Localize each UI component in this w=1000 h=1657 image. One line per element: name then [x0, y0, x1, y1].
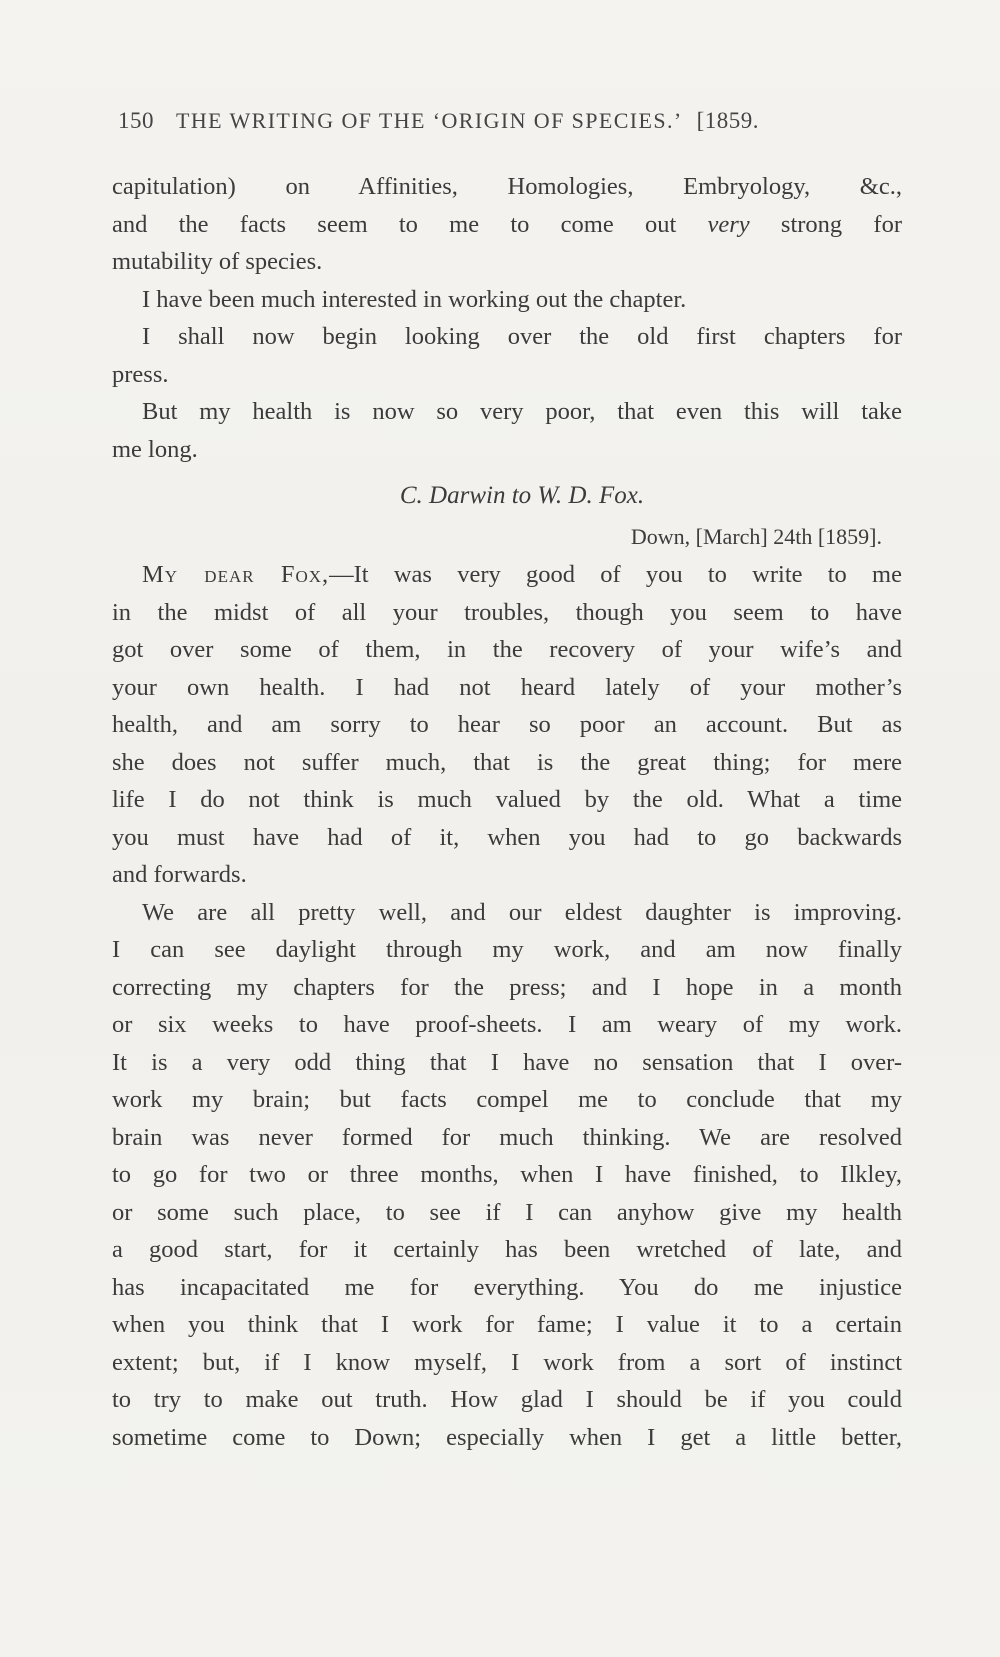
text-line: has incapacitated me for everything. You do me injustice — [112, 1273, 902, 1301]
page-body — [112, 168, 902, 1456]
text-line: a good start, for it certainly has been wretched of late, and — [112, 1236, 902, 1263]
text-line: I can see daylight through my work, and am now finally — [112, 936, 902, 963]
text-line: me long. — [112, 435, 198, 463]
text-line: My dear Fox,—It was very good of you to write to me — [142, 561, 902, 588]
text-line: or some such place, to see if I can anyhow give my health — [112, 1198, 902, 1226]
text-line: or six weeks to have proof-sheets. I am weary of my work. — [112, 1011, 902, 1038]
text-line: It is a very odd thing that I have no sensation that I over- — [112, 1048, 902, 1076]
text-line: But my health is now so very poor, that even this will take — [142, 398, 902, 425]
running-header — [118, 108, 918, 134]
emphasis-very: very — [707, 210, 750, 238]
text-line: press. — [112, 360, 169, 388]
letter-title: C. Darwin to W. D. Fox. — [399, 482, 645, 509]
text-line: got over some of them, in the recovery of your wife’s and — [112, 636, 902, 663]
text-line: and forwards. — [112, 861, 247, 888]
text-line: and the facts seem to me to come out very strong for — [112, 210, 902, 238]
text-line: work my brain; but facts compel me to conclude that my — [112, 1086, 902, 1113]
header-year: [1859. — [696, 108, 760, 133]
text-line: she does not suffer much, that is the great thing; for mere — [112, 748, 902, 776]
text-line: to go for two or three months, when I have finished, to Ilkley, — [112, 1161, 902, 1188]
salutation: My dear Fox, — [142, 561, 330, 588]
running-title: THE WRITING OF THE ‘ORIGIN OF SPECIES.’ — [176, 108, 683, 133]
text-line: We are all pretty well, and our eldest daughter is improving. — [142, 898, 902, 926]
text-line: you must have had of it, when you had to go backwards — [112, 823, 902, 851]
page-number: 150 — [118, 108, 154, 133]
text-line: mutability of species. — [112, 248, 323, 275]
text-line: extent; but, if I know myself, I work from a sort of instinct — [112, 1348, 902, 1376]
text-line: when you think that I work for fame; I value it to a certain — [112, 1311, 902, 1338]
text-line: sometime come to Down; especially when I get a little better, — [112, 1423, 902, 1451]
text-line: I have been much interested in working out the chapter. — [142, 285, 687, 313]
text-line: health, and am sorry to hear so poor an account. But as — [112, 711, 902, 738]
text-line: brain was never formed for much thinking. We are resolved — [112, 1123, 902, 1151]
text-line: I shall now begin looking over the old first chapters for — [142, 323, 902, 350]
text-line: capitulation) on Affinities, Homologies, Embryology, &c., — [112, 173, 902, 200]
text-line: your own health. I had not heard lately of your mother’s — [112, 673, 902, 701]
text-line: correcting my chapters for the press; and I hope in a month — [112, 973, 902, 1001]
letter-dateline: Down, [March] 24th [1859]. — [630, 524, 882, 549]
text-line: in the midst of all your troubles, though you seem to have — [112, 598, 902, 626]
text-line: life I do not think is much valued by the old. What a time — [112, 786, 902, 813]
text-line: to try to make out truth. How glad I should be if you could — [112, 1386, 902, 1413]
